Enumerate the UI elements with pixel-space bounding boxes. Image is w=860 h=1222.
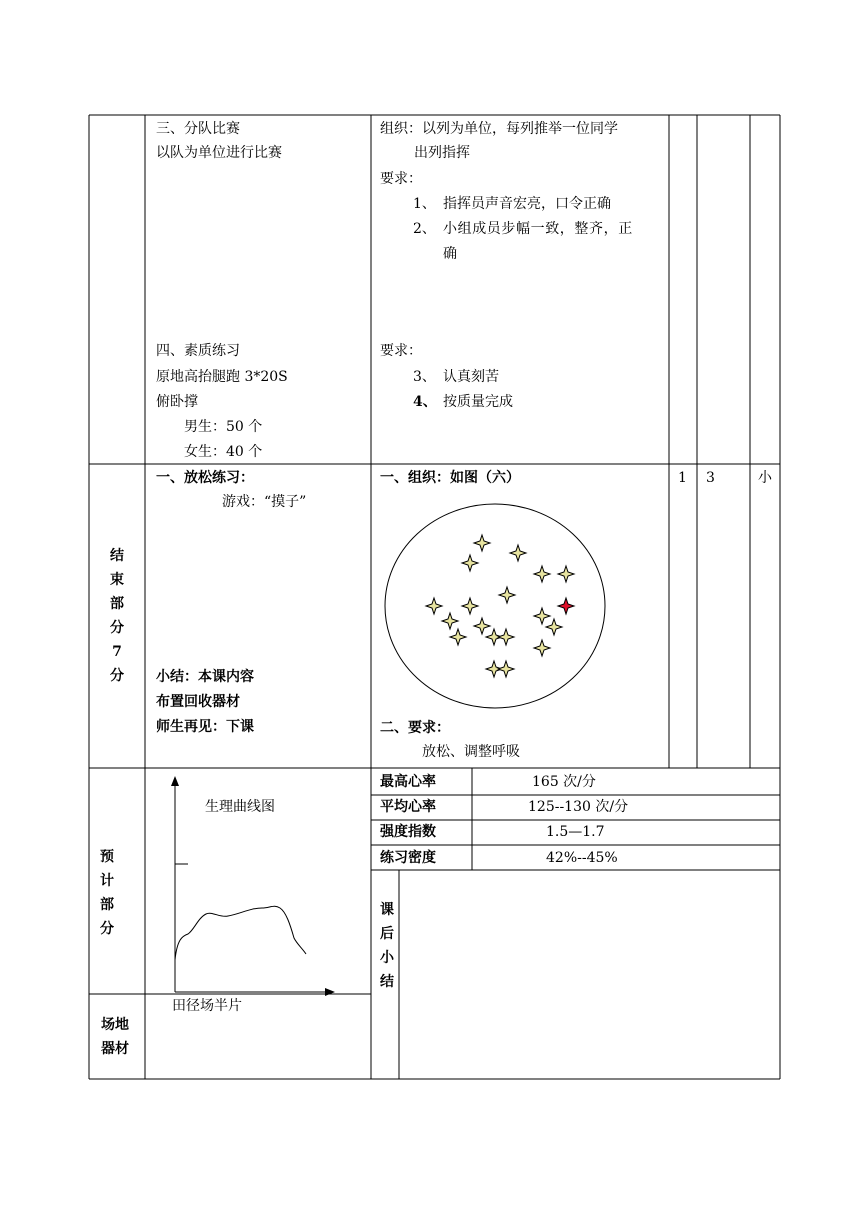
end-label-char-2: 束 xyxy=(110,572,124,588)
stat-label-1: 最高心率 xyxy=(380,774,436,790)
goodbye-line: 师生再见：下课 xyxy=(156,719,254,735)
student-star-highlight-icon xyxy=(558,598,574,614)
estimate-section-label xyxy=(97,845,117,941)
section4-line-1: 原地高抬腿跑 3*20S xyxy=(156,369,288,385)
section3-title: 三、分队比赛 xyxy=(156,121,240,137)
req2-cont: 确 xyxy=(443,246,457,262)
stat-value-1: 165 次/分 xyxy=(532,774,596,790)
student-star-icon xyxy=(546,619,562,635)
section4-title: 四、素质练习 xyxy=(156,343,240,359)
student-star-icon xyxy=(462,555,478,571)
y-axis-arrow-icon xyxy=(171,776,179,786)
curve-title: 生理曲线图 xyxy=(205,799,275,815)
star-group xyxy=(426,535,574,677)
stat-label-2: 平均心率 xyxy=(380,799,436,815)
summary-char-4: 结 xyxy=(380,974,394,990)
student-star-icon xyxy=(534,640,550,656)
req-label-2: 要求： xyxy=(380,343,422,359)
student-star-icon xyxy=(498,629,514,645)
summary-line: 小结：本课内容 xyxy=(156,669,254,685)
section4-line-4: 女生：40 个 xyxy=(184,444,263,460)
req2-num: 2、 xyxy=(413,221,436,237)
req1-text: 指挥员声音宏亮，口令正确 xyxy=(443,196,611,212)
student-star-icon xyxy=(442,613,458,629)
section3-line: 以队为单位进行比赛 xyxy=(156,145,282,161)
req-line: 二、要求： xyxy=(380,720,450,736)
arrange-line: 布置回收器材 xyxy=(156,694,240,710)
student-star-icon xyxy=(558,566,574,582)
venue-label-line-2: 器材 xyxy=(101,1041,129,1057)
req2-text: 小组成员步幅一致，整齐，正 xyxy=(443,221,633,237)
student-star-icon xyxy=(498,661,514,677)
end-label-char-4: 分 xyxy=(110,620,124,636)
relax-title: 一、放松练习： xyxy=(156,470,254,486)
heart-rate-curve xyxy=(175,906,306,960)
section4-line-2: 俯卧撑 xyxy=(156,394,198,410)
student-star-icon xyxy=(450,629,466,645)
student-star-icon xyxy=(510,545,526,561)
estimate-label-char-4: 分 xyxy=(100,921,114,937)
req1-num: 1、 xyxy=(413,196,436,212)
stat-label-4: 练习密度 xyxy=(380,850,436,866)
section4-line-3: 男生：50 个 xyxy=(184,419,263,435)
col4-value: 1 xyxy=(678,470,687,486)
student-star-icon xyxy=(462,598,478,614)
venue-text: 田径场半片 xyxy=(172,998,242,1014)
game-line: 游戏：“摸子” xyxy=(222,494,307,510)
student-star-icon xyxy=(474,618,490,634)
org-line-2: 出列指挥 xyxy=(414,145,470,161)
formation-diagram xyxy=(380,490,620,720)
student-star-icon xyxy=(474,535,490,551)
stat-value-2: 125--130 次/分 xyxy=(528,799,629,815)
req3-num: 3、 xyxy=(413,369,436,385)
estimate-label-char-2: 计 xyxy=(100,873,114,889)
org-figure-line: 一、组织：如图（六） xyxy=(380,470,520,486)
end-section-label xyxy=(107,544,127,688)
summary-char-3: 小 xyxy=(380,950,394,966)
estimate-label-char-3: 部 xyxy=(100,897,114,913)
x-axis-arrow-icon xyxy=(325,988,335,996)
venue-label-line-1: 场地 xyxy=(101,1017,129,1033)
req4-num: 4、 xyxy=(413,394,437,410)
stat-value-4: 42%--45% xyxy=(546,850,618,866)
col7-value: 小 xyxy=(758,470,772,486)
col5-value: 3 xyxy=(706,470,715,486)
end-label-char-5: 7 xyxy=(112,644,122,660)
org-line-1: 组织：以列为单位，每列推举一位同学 xyxy=(380,121,618,137)
end-label-char-6: 分 xyxy=(110,668,124,684)
student-star-icon xyxy=(534,608,550,624)
after-class-summary-label xyxy=(377,898,397,994)
end-label-char-1: 结 xyxy=(110,548,124,564)
end-label-char-3: 部 xyxy=(110,596,124,612)
summary-char-1: 课 xyxy=(380,902,394,918)
student-star-icon xyxy=(426,598,442,614)
stat-label-3: 强度指数 xyxy=(380,824,436,840)
student-star-icon xyxy=(534,566,550,582)
student-star-icon xyxy=(499,587,515,603)
summary-char-2: 后 xyxy=(380,926,394,942)
stat-value-3: 1.5—1.7 xyxy=(546,824,605,840)
req4-text: 按质量完成 xyxy=(443,394,513,410)
req3-text: 认真刻苦 xyxy=(443,369,499,385)
req-label: 要求： xyxy=(380,171,422,187)
estimate-label-char-1: 预 xyxy=(100,849,114,865)
req-text: 放松、调整呼吸 xyxy=(422,744,520,760)
